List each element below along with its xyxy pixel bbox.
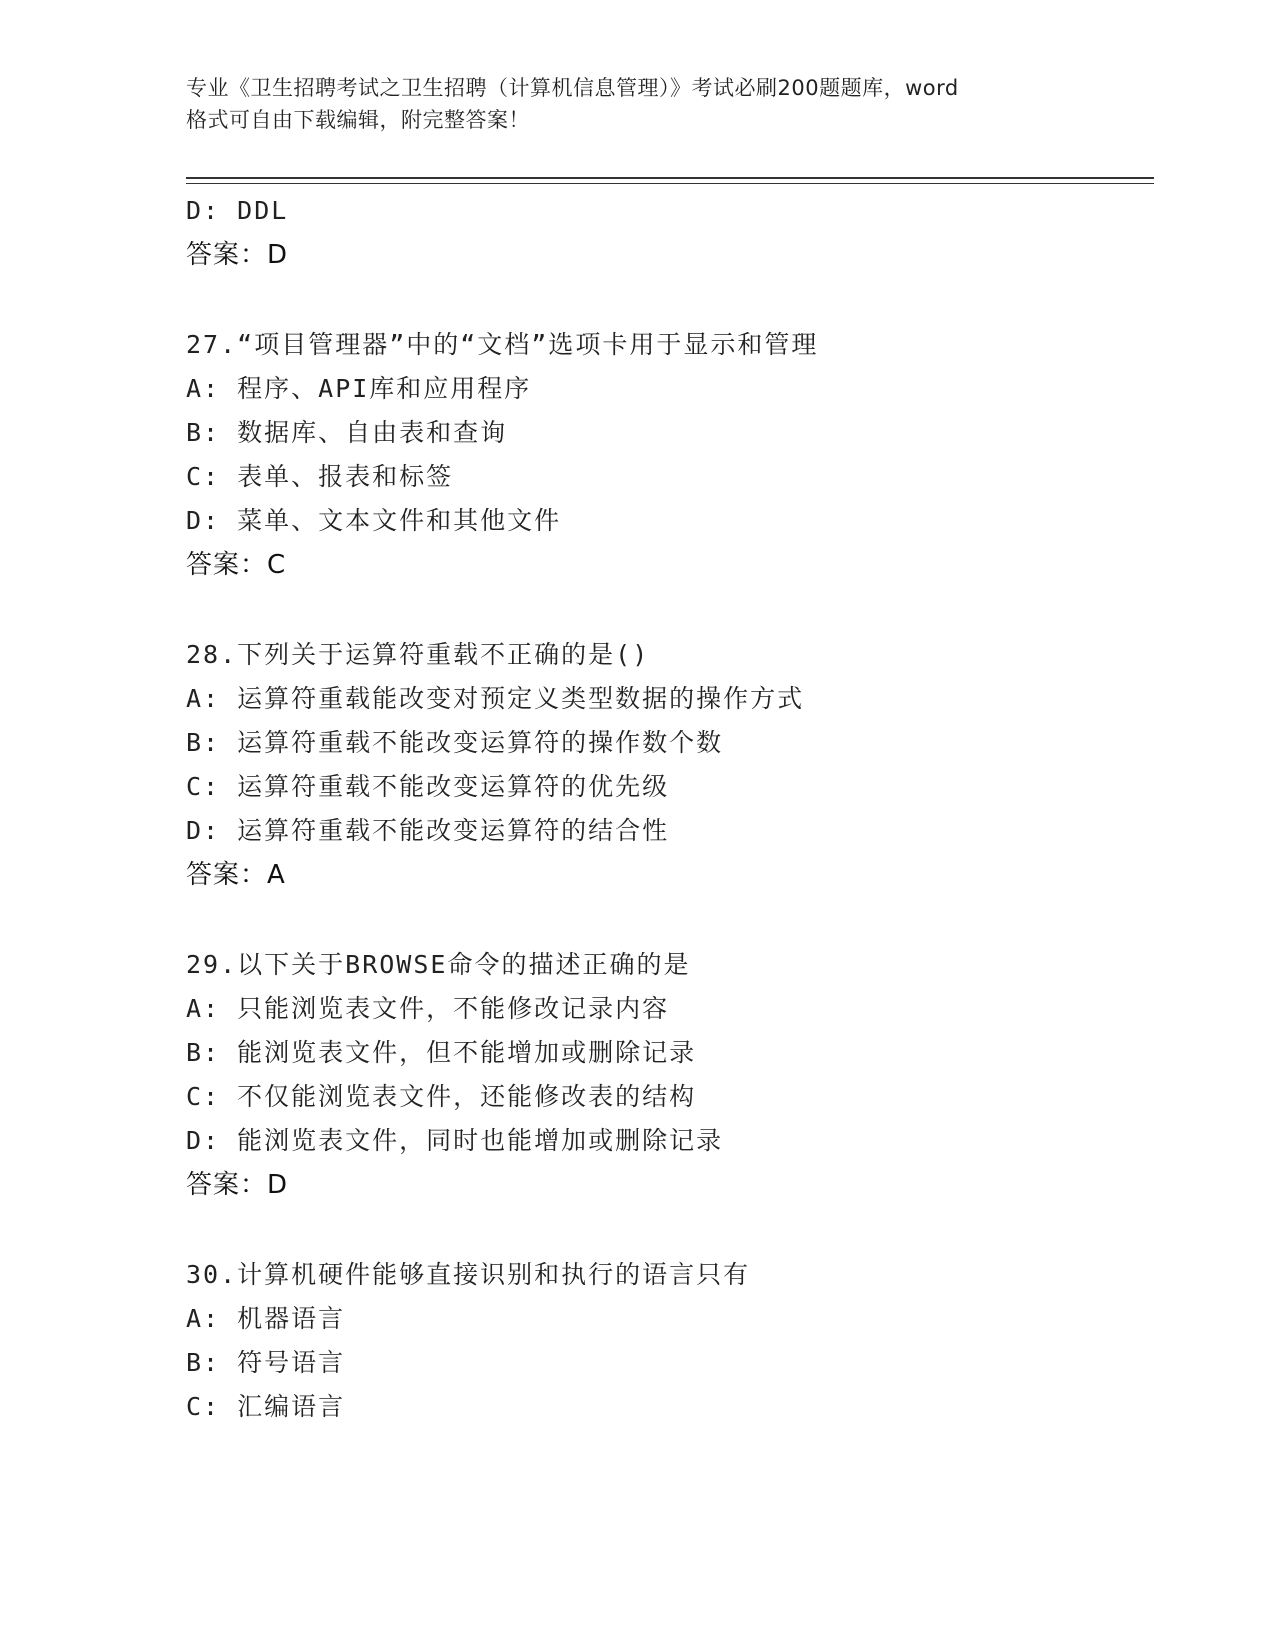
question-29-option-b: B: 能浏览表文件，但不能增加或删除记录 [186, 1038, 697, 1067]
question-29-answer: 答案：D [186, 1170, 289, 1200]
question-27-answer: 答案：C [186, 550, 287, 580]
question-30-option-c: C: 汇编语言 [186, 1392, 346, 1421]
question-29-option-a: A: 只能浏览表文件，不能修改记录内容 [186, 994, 670, 1023]
question-27-option-a: A: 程序、API库和应用程序 [186, 374, 532, 403]
question-28-option-d: D: 运算符重载不能改变运算符的结合性 [186, 816, 670, 845]
question-28-option-b: B: 运算符重载不能改变运算符的操作数个数 [186, 728, 724, 757]
question-30-option-b: B: 符号语言 [186, 1348, 346, 1377]
question-27-option-c: C: 表单、报表和标签 [186, 462, 454, 491]
header-line-1: 专业《卫生招聘考试之卫生招聘（计算机信息管理）》考试必刷200题题库，word [186, 76, 959, 100]
question-29-option-c: C: 不仅能浏览表文件，还能修改表的结构 [186, 1082, 697, 1111]
header-rule-thin [186, 183, 1154, 184]
question-29-stem: 29.以下关于BROWSE命令的描述正确的是 [186, 950, 691, 979]
header-rule-thick [186, 177, 1154, 179]
question-29-option-d: D: 能浏览表文件，同时也能增加或删除记录 [186, 1126, 724, 1155]
question-28-option-a: A: 运算符重载能改变对预定义类型数据的操作方式 [186, 684, 805, 713]
header-line-2: 格式可自由下载编辑，附完整答案！ [186, 108, 530, 132]
question-28-stem: 28.下列关于运算符重载不正确的是() [186, 640, 650, 669]
question-30-stem: 30.计算机硬件能够直接识别和执行的语言只有 [186, 1260, 751, 1289]
question-27-stem: 27.“项目管理器”中的“文档”选项卡用于显示和管理 [186, 330, 819, 359]
question-30-option-a: A: 机器语言 [186, 1304, 346, 1333]
prev-option-d: D: DDL [186, 196, 289, 225]
question-27-option-b: B: 数据库、自由表和查询 [186, 418, 508, 447]
page-header [186, 72, 1106, 136]
question-28-option-c: C: 运算符重载不能改变运算符的优先级 [186, 772, 670, 801]
prev-answer: 答案：D [186, 240, 289, 270]
question-27-option-d: D: 菜单、文本文件和其他文件 [186, 506, 562, 535]
question-28-answer: 答案：A [186, 860, 286, 890]
